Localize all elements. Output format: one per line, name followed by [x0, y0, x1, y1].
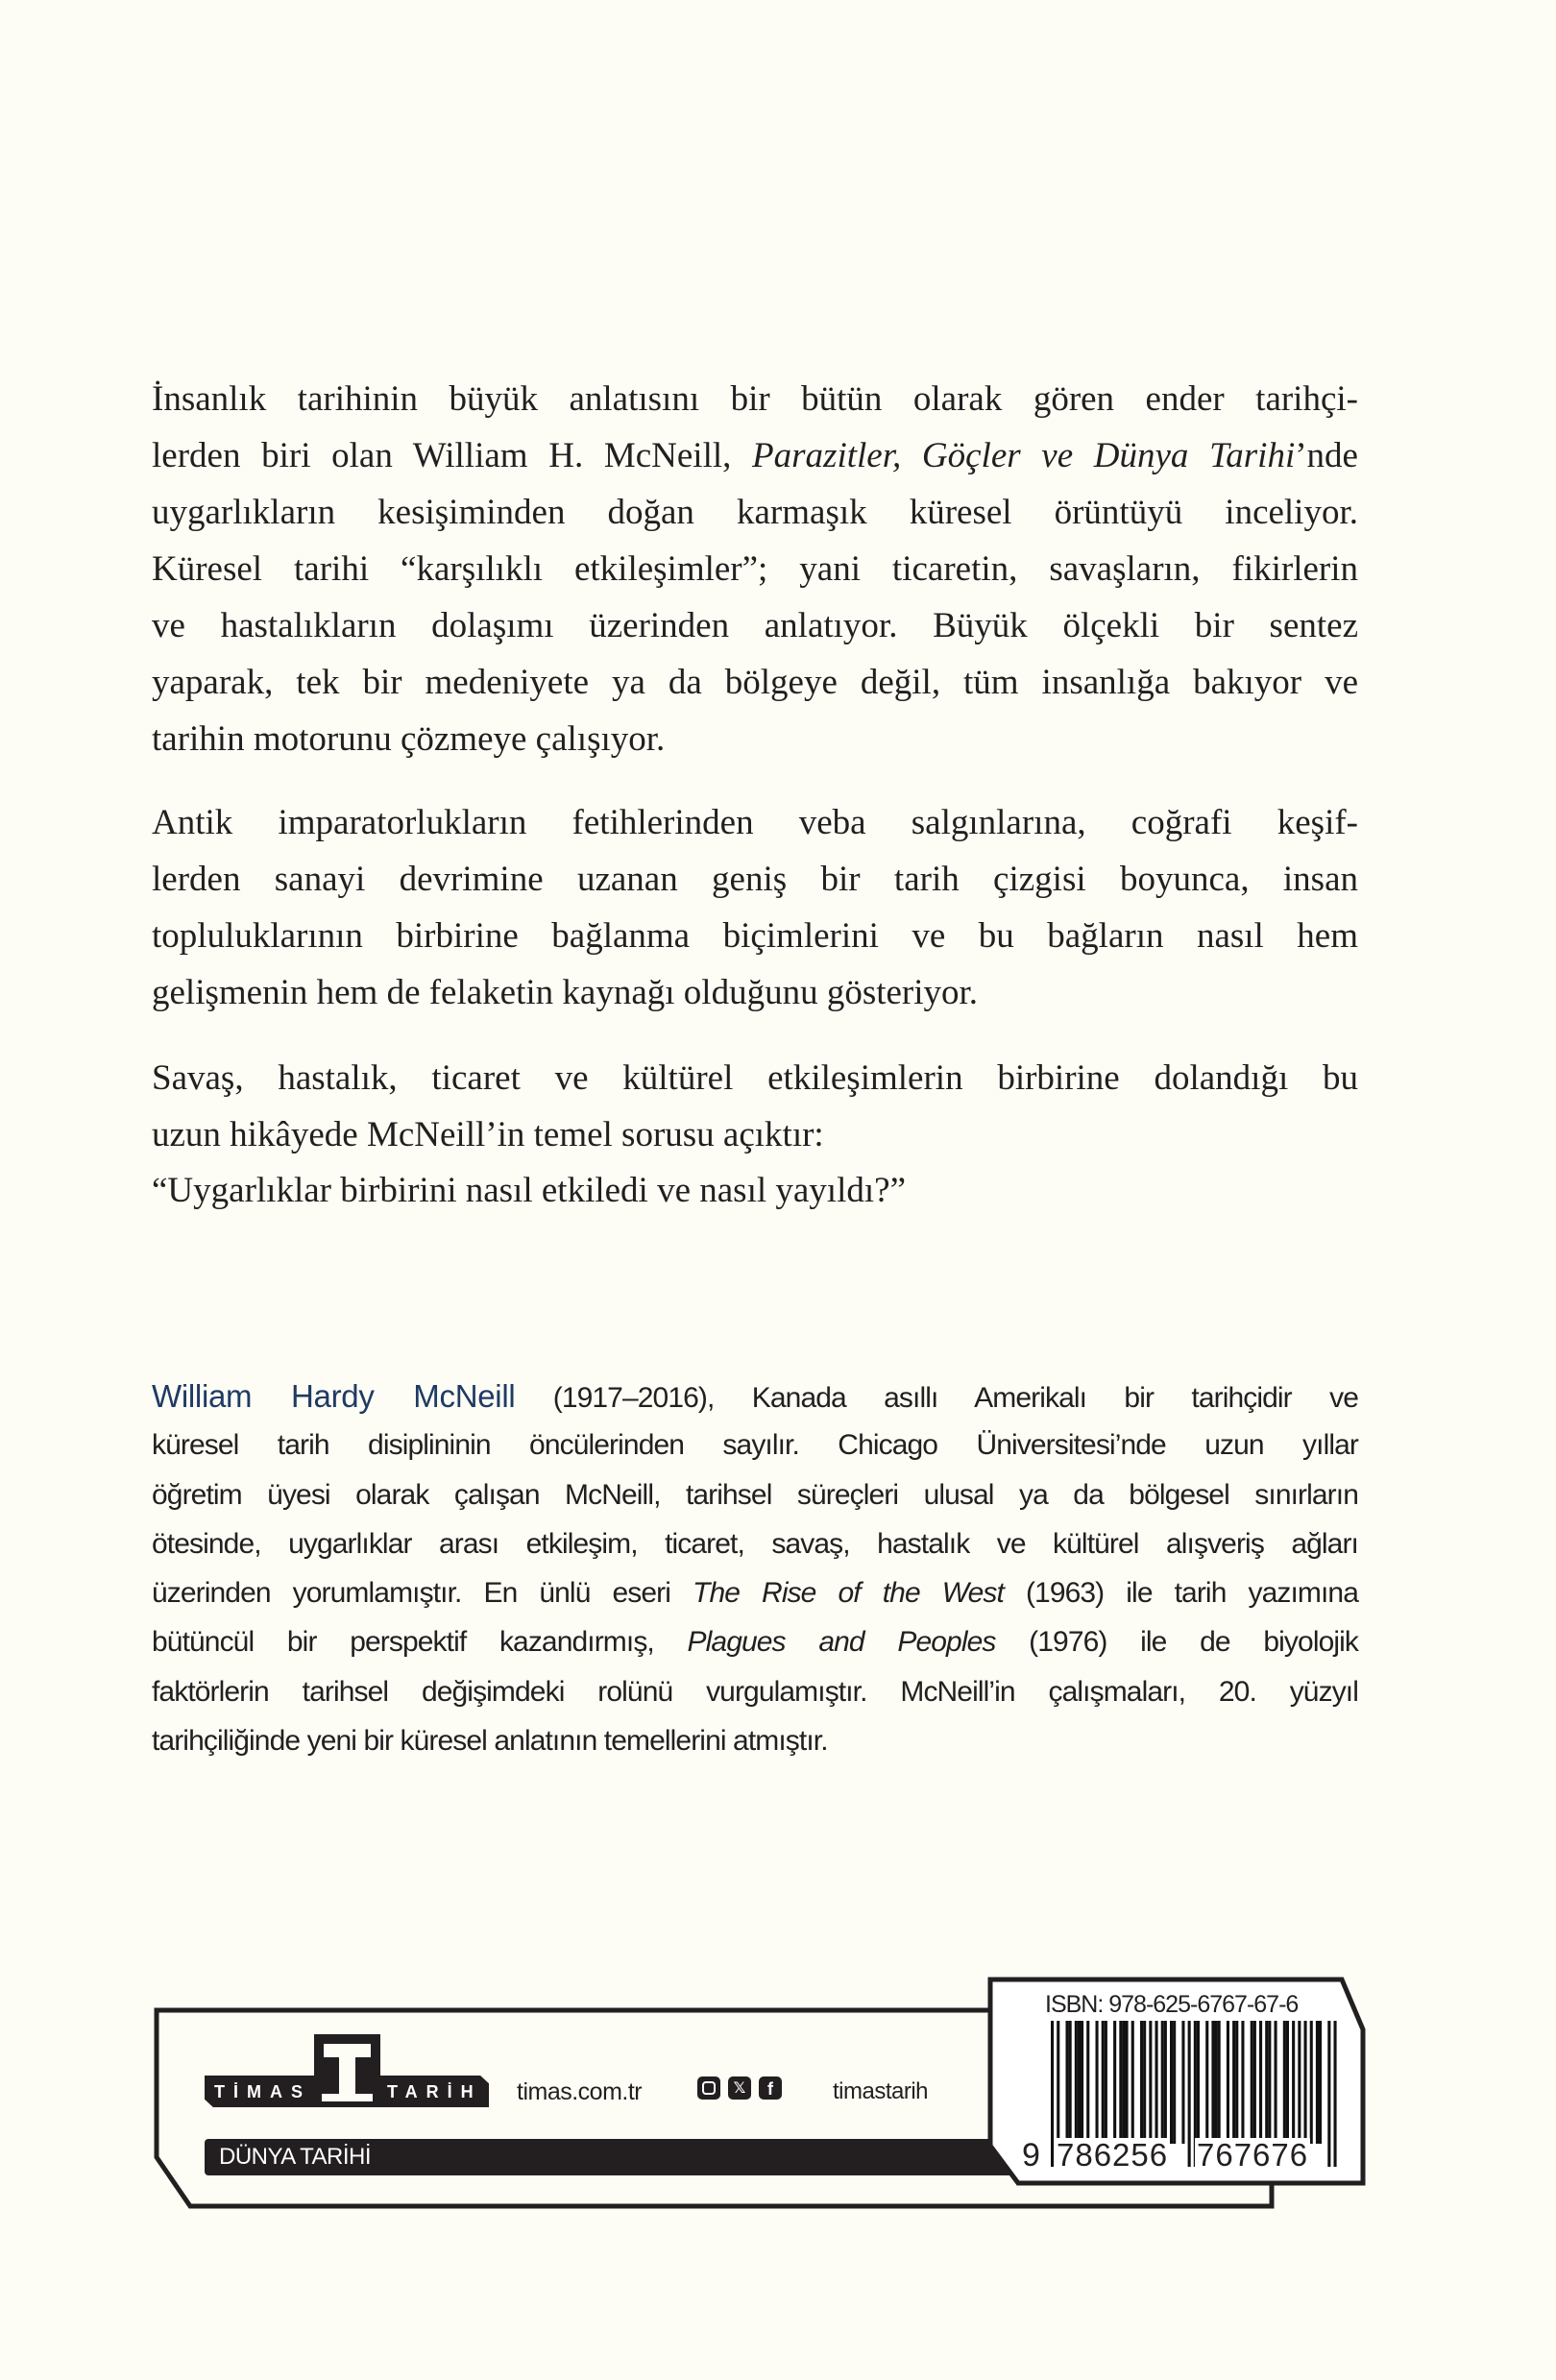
- barcode-bar: [1181, 2021, 1184, 2144]
- barcode-bar: [1051, 2021, 1054, 2167]
- barcode-bar: [1086, 2021, 1089, 2144]
- text-line: İnsanlık tarihinin büyük anlatısını bir bütün olarak gören ender tarihçi-: [152, 379, 1358, 419]
- barcode-bar: [1069, 2021, 1072, 2144]
- book-title: Parazitler, Göçler ve Dünya Tarihi: [752, 436, 1296, 475]
- barcode-bar: [1298, 2021, 1301, 2144]
- text-line: yaparak, tek bir medeniyete ya da bölgeye değil, tüm insanlığa bakıyor ve: [152, 663, 1358, 702]
- barcode-bar: [1215, 2021, 1218, 2144]
- barcode-bar: [1268, 2021, 1271, 2144]
- text-line: öğretim üyesi olarak çalışan McNeill, tarihsel süreçleri ulusal ya da bölgesel sınırların: [152, 1478, 1358, 1511]
- barcode-bar: [1066, 2021, 1069, 2144]
- barcode-bar: [1218, 2021, 1221, 2144]
- barcode-bar: [1131, 2021, 1134, 2144]
- text-line: gelişmenin hem de felaketin kaynağı olduğunu gösteriyor.: [152, 973, 979, 1012]
- text-line: uzun hikâyede McNeill’in temel sorusu açıktır:: [152, 1115, 824, 1154]
- barcode-bar: [1251, 2021, 1253, 2144]
- barcode-bar: [1078, 2021, 1081, 2144]
- barcode-bar: [1102, 2021, 1105, 2144]
- text-line: faktörlerin tarihsel değişimdeki rolünü vurgulamıştır. McNeill’in çalışmaları, 20. yüzyıl: [152, 1675, 1358, 1708]
- barcode-bar: [1105, 2021, 1107, 2144]
- author-name: William Hardy McNeill: [152, 1378, 516, 1414]
- logo-text-left: TİMAS: [214, 2082, 311, 2101]
- text-line: Savaş, hastalık, ticaret ve kültürel etkileşimlerin birbirine dolandığı bu: [152, 1058, 1358, 1098]
- barcode-bar: [1292, 2021, 1295, 2144]
- barcode-bar: [1096, 2021, 1099, 2144]
- barcode-bar: [1075, 2021, 1078, 2144]
- barcode-bar: [1126, 2021, 1129, 2144]
- x-icon[interactable]: 𝕏: [728, 2076, 751, 2100]
- barcode-bar: [1205, 2021, 1208, 2144]
- text-line: tarihin motorunu çözmeye çalışıyor.: [152, 719, 666, 759]
- text-line: topluluklarının birbirine bağlanma biçimlerini ve bu bağların nasıl hem: [152, 916, 1358, 956]
- barcode-bar: [1170, 2021, 1173, 2144]
- barcode-bar: [1235, 2021, 1238, 2144]
- barcode-bar: [1275, 2021, 1277, 2144]
- barcode-bar: [1149, 2021, 1152, 2144]
- barcode-bar: [1232, 2021, 1235, 2144]
- text: bütüncül bir perspektif kazandırmış,: [152, 1626, 688, 1659]
- text-line: tarihçiliğinde yeni bir küresel anlatının temellerini atmıştır.: [152, 1725, 828, 1758]
- barcode-bar: [1081, 2021, 1083, 2144]
- barcode-bar: [1265, 2021, 1268, 2144]
- barcode-bar: [1310, 2021, 1313, 2144]
- barcode-bar: [1316, 2021, 1319, 2144]
- barcode-bar: [1241, 2021, 1244, 2144]
- text: (1976) ile de biyolojik: [995, 1626, 1358, 1659]
- barcode-bar: [1253, 2021, 1256, 2144]
- text-line: küresel tarih disiplininin öncülerinden sayılır. Chicago Üniversitesi’nde uzun yıllar: [152, 1429, 1358, 1462]
- barcode-bar: [1173, 2021, 1176, 2144]
- quote-line: “Uygarlıklar birbirini nasıl etkiledi ve nasıl yayıldı?”: [152, 1171, 906, 1210]
- barcode-digits-group1: 786256: [1057, 2137, 1169, 2173]
- text-line: ve hastalıkların dolaşımı üzerinden anlatıyor. Büyük ölçekli bir sentez: [152, 606, 1358, 645]
- facebook-icon[interactable]: f: [759, 2076, 782, 2100]
- social-handle[interactable]: timastarih: [833, 2078, 929, 2104]
- barcode-bar: [1283, 2021, 1286, 2144]
- barcode-bar: [1164, 2021, 1167, 2144]
- barcode-bar: [1286, 2021, 1289, 2144]
- barcode-bar: [1119, 2021, 1122, 2144]
- logo-text-right: TARİH: [387, 2082, 482, 2101]
- text: (1963) ile tarih yazımına: [1003, 1577, 1359, 1610]
- barcode-bar: [1227, 2021, 1229, 2144]
- isbn-label: ISBN: 978-625-6767-67-6: [1045, 1991, 1299, 2018]
- barcode-digits-group2: 767676: [1197, 2137, 1309, 2173]
- barcode-bar: [1161, 2021, 1164, 2144]
- barcode-bar: [1143, 2021, 1146, 2144]
- text-line: lerden sanayi devrimine uzanan geniş bir tarih çizgisi boyunca, insan: [152, 860, 1358, 899]
- barcode-bar: [1140, 2021, 1143, 2144]
- book-title: The Rise of the West: [693, 1577, 1004, 1610]
- barcode-bar: [1113, 2021, 1116, 2144]
- text: üzerinden yorumlamıştır. En ünlü eseri: [152, 1577, 693, 1610]
- series-label: DÜNYA TARİHİ: [219, 2144, 372, 2170]
- barcode-bar: [1327, 2021, 1330, 2167]
- website-link[interactable]: timas.com.tr: [517, 2078, 643, 2105]
- book-title: Plagues and Peoples: [687, 1626, 996, 1659]
- text-line: Antik imparatorlukların fetihlerinden veba salgınlarına, coğrafi keşif-: [152, 803, 1358, 842]
- barcode-bar: [1334, 2021, 1337, 2167]
- barcode-bar: [1155, 2021, 1158, 2144]
- text-line: Küresel tarihi “karşılıklı etkileşimler”; yani ticaretin, savaşların, fikirlerin: [152, 549, 1358, 589]
- text: lerden biri olan William H. McNeill,: [152, 436, 753, 475]
- barcode-bar: [1122, 2021, 1125, 2144]
- barcode-digit-first: 9: [1022, 2137, 1040, 2174]
- barcode-bar: [1304, 2021, 1307, 2144]
- barcode-bar: [1188, 2021, 1191, 2167]
- text-line: ötesinde, uygarlıklar arası etkileşim, ticaret, savaş, hastalık ve kültürel alışveriş ağları: [152, 1527, 1358, 1560]
- text: ’nde: [1295, 436, 1358, 475]
- barcode-bar: [1319, 2021, 1322, 2144]
- text-line: uygarlıkların kesişiminden doğan karmaşık küresel örüntüyü inceliyor.: [152, 493, 1358, 532]
- text: (1917–2016), Kanada asıllı Amerikalı bir tarihçidir ve: [515, 1382, 1358, 1414]
- barcode-bar: [1211, 2021, 1214, 2144]
- barcode-bar: [1259, 2021, 1262, 2144]
